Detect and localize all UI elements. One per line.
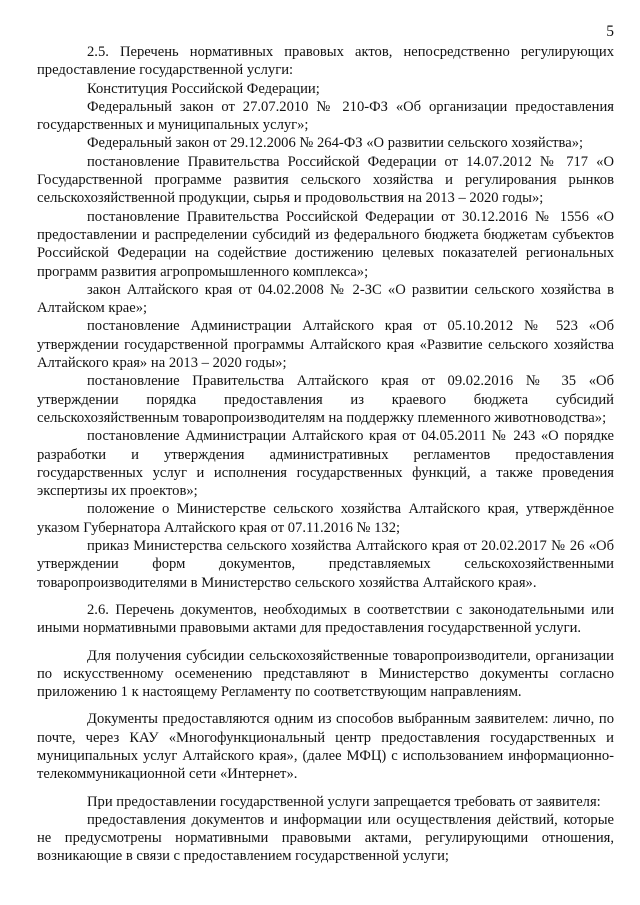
page-number: 5 bbox=[606, 23, 614, 40]
list-item-decree-1556: постановление Правительства Российской Федерации от 30.12.2016 № 1556 «О предоставлении и распределении субсидий из федерального бюджета бюджетам субъектов Российской Федерации на содействие достижению целевых показателей региональных программ развития агропромышленного комплекса»; bbox=[37, 208, 614, 280]
list-item-law-210: Федеральный закон от 27.07.2010 № 210-ФЗ «Об организации предоставления государственных и муниципальных услуг»; bbox=[37, 98, 614, 134]
list-item-decree-243: постановление Администрации Алтайского края от 04.05.2011 № 243 «О порядке разработки и утверждения административных регламентов предоставления государственных услуг и исполнения государственных функций, а также проведения экспертизы их проектов»; bbox=[37, 428, 614, 500]
list-item-decree-35: постановление Правительства Алтайского края от 09.02.2016 № 35 «Об утверждении порядка предоставления из краевого бюджета субсидий сельскохозяйственным товаропроизводителям на поддержку племенного животноводства»; bbox=[37, 373, 614, 426]
list-item-law-2zs: закон Алтайского края от 04.02.2008 № 2-ЗС «О развитии сельского хозяйства в Алтайском крае»; bbox=[37, 281, 614, 317]
section-heading-2-5: 2.5. Перечень нормативных правовых актов, непосредственно регулирующих предоставление государственной услуги: bbox=[37, 44, 614, 79]
list-item-decree-523: постановление Администрации Алтайского края от 05.10.2012 № 523 «Об утверждении государственной программы Алтайского края «Развитие сельского хозяйства Алтайского края» на 2013 – 2020 годы»; bbox=[37, 318, 614, 372]
paragraph-prohibited-requirement: предоставления документов и информации или осуществления действий, которые не предусмотрены нормативными правовыми актами, регулирующими отношения, возникающие в связи с предоставлением государственной услуги; bbox=[37, 811, 614, 865]
list-item-order-26: приказ Министерства сельского хозяйства Алтайского края от 20.02.2017 № 26 «Об утверждении форм документов, представляемых сельскохозяйственными товаропроизводителями в Министерство сельского хозяйства Алтайского края». bbox=[37, 538, 614, 591]
list-item-law-264: Федеральный закон от 29.12.2006 № 264-ФЗ «О развитии сельского хозяйства»; bbox=[87, 135, 584, 152]
document-body bbox=[37, 43, 614, 866]
list-item-regulation-132: положение о Министерстве сельского хозяйства Алтайского края, утверждённое указом Губернатора Алтайского края от 07.11.2016 № 132; bbox=[37, 501, 614, 536]
paragraph-subsidy-documents: Для получения субсидии сельскохозяйственные товаропроизводители, организации по искусственному осеменению представляют в Министерство документы согласно приложению 1 к настоящему Регламенту по соответствующим направлениям. bbox=[37, 647, 614, 701]
list-item-decree-717: постановление Правительства Российской Федерации от 14.07.2012 № 717 «О Государственной программе развития сельского хозяйства и регулирования рынков сельскохозяйственной продукции, сырья и продовольствия на 2013 – 2020 годы»; bbox=[37, 153, 614, 207]
paragraph-submission-methods: Документы предоставляются одним из способов выбранным заявителем: лично, по почте, через КАУ «Многофункциональный центр предоставления государственных и муниципальных услуг Алтайского края», (далее МФЦ) с использованием информационно-телекоммуникационной сети «Интернет». bbox=[37, 711, 614, 783]
paragraph-prohibition: При предоставлении государственной услуги запрещается требовать от заявителя: bbox=[87, 793, 601, 810]
list-item-constitution: Конституция Российской Федерации; bbox=[87, 80, 320, 97]
section-heading-2-6: 2.6. Перечень документов, необходимых в соответствии с законодательными или иными нормативными правовыми актами для предоставления государственной услуги. bbox=[37, 601, 614, 637]
